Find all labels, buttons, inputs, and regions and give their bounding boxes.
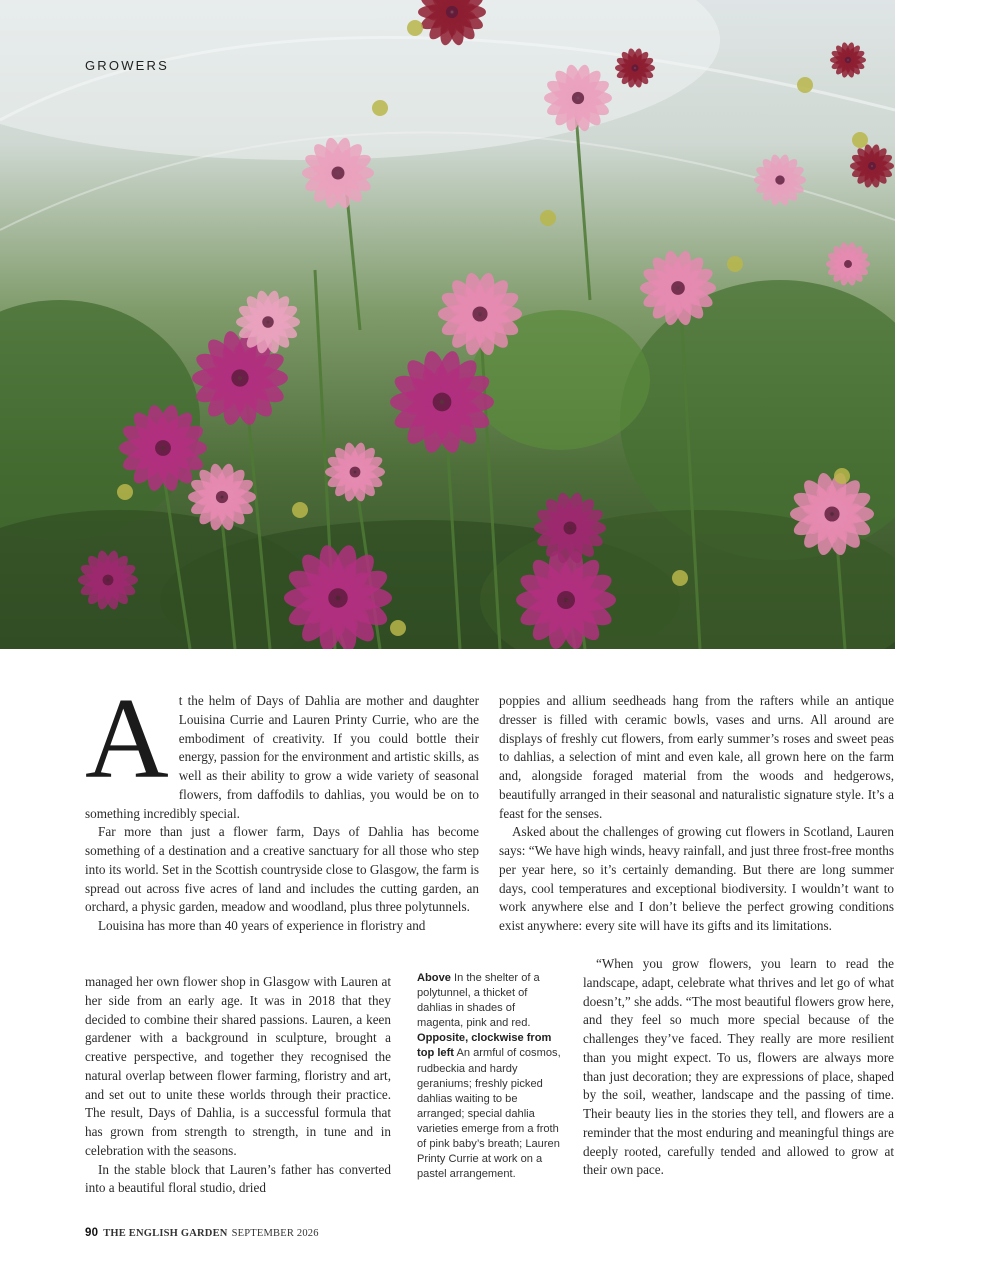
caption-text-opposite: An armful of cosmos, rudbeckia and hardy geraniums; freshly picked dahlias waiting to be arranged; special dahlia varieties emerge from a froth of pink baby’s breath; Lauren Printy Currie at work on a pastel arrangement. [417, 1047, 561, 1181]
article-column-right-narrow [583, 955, 894, 1180]
page-footer [85, 1227, 319, 1239]
paragraph: Far more than just a flower farm, Days of Dahlia has become something of a destination and a creative sanctuary for all those who step into its world. Set in the Scottish countryside close to Glasgow, the farm is spread out across five acres of land and includes the cutting garden, an orchard, a physic garden, meadow and woodland, plus three polytunnels. [85, 824, 479, 915]
caption-text-above: In the shelter of a polytunnel, a thicket of dahlias in shades of magenta, pink and red. [417, 972, 540, 1030]
caption-label-above: Above [417, 972, 451, 984]
issue-date: SEPTEMBER 2026 [231, 1228, 319, 1239]
paragraph: In the stable block that Lauren’s father has converted into a beautiful floral studio, dried [85, 1161, 391, 1196]
hero-photo [0, 0, 895, 649]
dahlia-flower [325, 441, 385, 502]
magazine-name: THE ENGLISH GARDEN [103, 1228, 228, 1239]
paragraph: “When you grow flowers, you learn to read the landscape, adapt, celebrate what thrives and let go of what doesn’t,” she adds. “The most beautiful flowers grow here, and they feel so much more special because of the challenges they’ve faced. They really are more resilient than you might expect. To us, flowers are always more than just decoration; they are expressions of place, shaped by the soil, weather, landscape and the passing of time. Their beauty lies in the stories they tell, and flowers are a reminder that the most enduring and meaningful things are deeply rooted, carefully tended and allowed to grow at their own pace. [583, 956, 894, 1178]
dahlia-flower [830, 42, 866, 79]
article-column-left [85, 675, 479, 936]
paragraph: Louisina has more than 40 years of experience in floristry and [98, 918, 426, 933]
paragraph: poppies and allium seedheads hang from the rafters while an antique dresser is filled with ceramic bowls, vases and urns. All around are displays of freshly cut flowers, from early summer’s roses and sweet peas to dahlias, a selection of mint and even kale, all grown here on the farm and, alongside foraged material from the woods and hedgerows, beautifully arranged in their seasonal and naturalistic signature style. It’s a feast for the senses. [499, 693, 894, 821]
dahlia-flower [826, 242, 870, 287]
paragraph: t the helm of Days of Dahlia are mother and daughter Louisina Currie and Lauren Printy Currie, who are the embodiment of creativity. If you could bottle their energy, passion for the environment and artistic skills, as well as their ability to grow a wide variety of seasonal flowers, from daffodils to dahlias, you would be on to something incredibly special. [85, 693, 479, 821]
section-label: GROWERS [85, 58, 170, 73]
paragraph: managed her own flower shop in Glasgow with Lauren at her side from an early age. It was in 2018 that they decided to combine their shared passions. Lauren, a keen gardener with a background in sculpture, brought a creative perspective, and together they recognised the natural overlap between flower farming, floristry and art, and set out to unite these worlds through their practice. The result, Days of Dahlia, is a successful formula that has grown from strength to strength, in tune and in celebration with the seasons. [85, 974, 391, 1158]
page-number: 90 [85, 1227, 99, 1239]
dahlia-flower [754, 153, 806, 206]
article-column-right [499, 692, 894, 936]
article-column-left-narrow [85, 973, 391, 1198]
drop-cap: A [85, 675, 169, 803]
photo-caption [417, 971, 563, 1182]
caption-label-opposite: Opposite, clockwise from top left [417, 1032, 552, 1060]
dahlia-illustration [0, 0, 895, 649]
dahlia-flower [850, 144, 894, 189]
paragraph: Asked about the challenges of growing cut flowers in Scotland, Lauren says: “We have high winds, heavy rainfall, and just three frost-free months per year here, so it’s certainly demanding. But there are long summer days, cool temperatures and exceptional biodiversity. I wouldn’t want to work anywhere else and I don’t believe the perfect growing conditions exist anywhere: every site will have its gifts and its limitations. [499, 824, 894, 933]
